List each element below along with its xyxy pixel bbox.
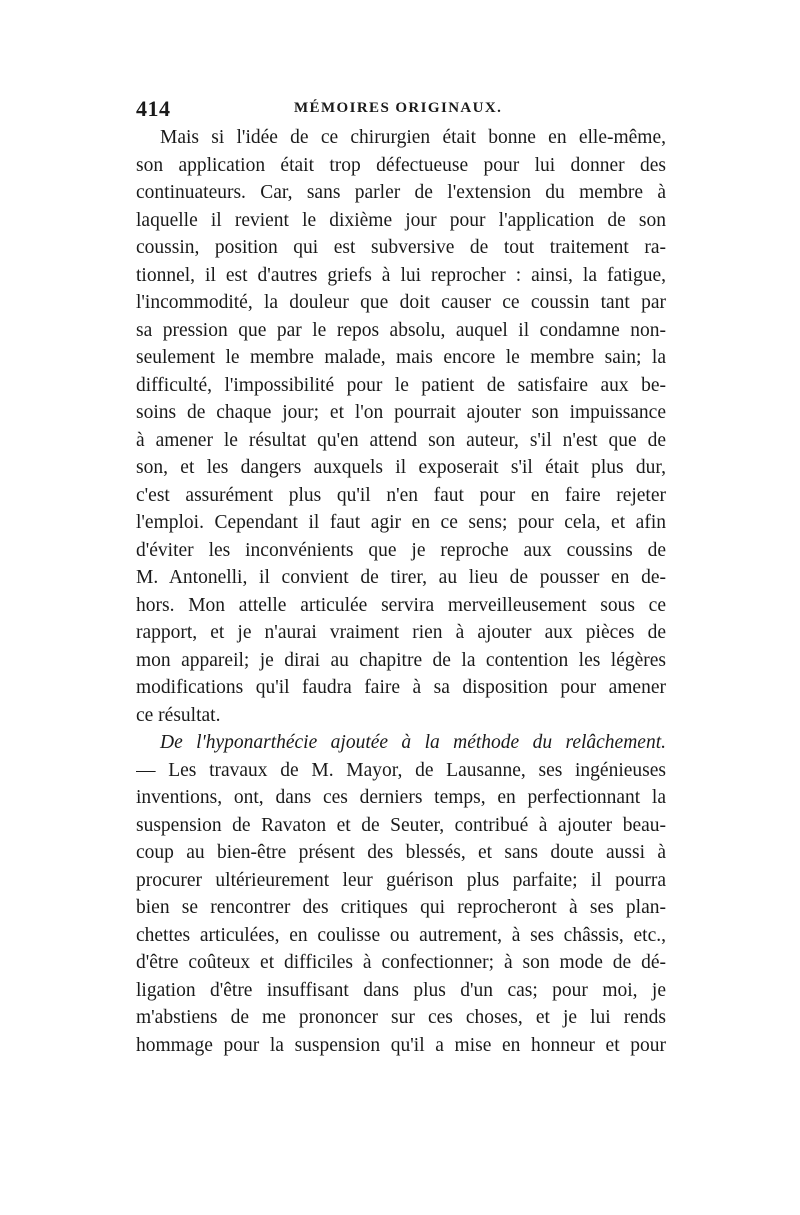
- body-text: [136, 124, 666, 1059]
- text-line: inventions, ont, dans ces derniers temps, en perfectionnant la: [136, 787, 666, 808]
- paragraph-1: [136, 124, 666, 729]
- text-line: M. Antonelli, il convient de tirer, au lieu de pousser en de-: [136, 567, 666, 588]
- text-line: l'emploi. Cependant il faut agir en ce sens; pour cela, et afin: [136, 512, 666, 533]
- text-line: tionnel, il est d'autres griefs à lui reprocher : ainsi, la fatigue,: [136, 264, 666, 286]
- text-line: soins de chaque jour; et l'on pourrait ajouter son impuissance: [136, 402, 666, 423]
- text-line: son application était trop défectueuse pour lui donner des: [136, 154, 666, 176]
- text-line: m'abstiens de me prononcer sur ces choses, et je lui rends: [136, 1007, 666, 1028]
- text-line: — Les travaux de M. Mayor, de Lausanne, ses ingénieuses: [136, 759, 666, 781]
- text-line: son, et les dangers auxquels il exposerait s'il était plus dur,: [136, 457, 666, 478]
- text-line: continuateurs. Car, sans parler de l'extension du membre à: [136, 182, 666, 203]
- text-line: coussin, position qui est subversive de tout traitement ra-: [136, 237, 666, 258]
- text-line: seulement le membre malade, mais encore le membre sain; la: [136, 347, 666, 368]
- text-line: coup au bien-être présent des blessés, et sans doute aussi à: [136, 842, 666, 863]
- text-line: hommage pour la suspension qu'il a mise en honneur et pour: [136, 1034, 666, 1056]
- text-line: procurer ultérieurement leur guérison plus parfaite; il pourra: [136, 869, 666, 891]
- running-title: MÉMOIRES ORIGINAUX.: [294, 100, 503, 116]
- page-header: [136, 96, 666, 124]
- text-line: d'éviter les inconvénients que je reproche aux coussins de: [136, 539, 666, 561]
- text-line: rapport, et je n'aurai vraiment rien à ajouter aux pièces de: [136, 622, 666, 643]
- page-number: 414: [136, 96, 171, 121]
- text-line: mon appareil; je dirai au chapitre de la contention les légères: [136, 649, 666, 671]
- text-line: l'incommodité, la douleur que doit causer ce coussin tant par: [136, 292, 666, 313]
- text-line: difficulté, l'impossibilité pour le patient de satisfaire aux be-: [136, 374, 666, 396]
- section-heading: De l'hyponarthécie ajoutée à la méthode du relâchement.: [160, 732, 666, 753]
- text-line: Mais si l'idée de ce chirurgien était bonne en elle-même,: [160, 127, 666, 148]
- text-line: ligation d'être insuffisant dans plus d'un cas; pour moi, je: [136, 979, 666, 1001]
- text-line: d'être coûteux et difficiles à confectionner; à son mode de dé-: [136, 952, 666, 973]
- text-line: c'est assurément plus qu'il n'en faut pour en faire rejeter: [136, 484, 666, 506]
- text-line: bien se rencontrer des critiques qui reprocheront à ses plan-: [136, 897, 666, 918]
- text-line: ce résultat.: [136, 704, 221, 726]
- text-line: sa pression que par le repos absolu, auquel il condamne non-: [136, 319, 666, 341]
- text-line: hors. Mon attelle articulée servira merveilleusement sous ce: [136, 594, 666, 616]
- text-line: laquelle il revient le dixième jour pour l'application de son: [136, 209, 666, 231]
- text-line: chettes articulées, en coulisse ou autrement, à ses châssis, etc.,: [136, 924, 666, 946]
- text-line: à amener le résultat qu'en attend son auteur, s'il n'est que de: [136, 429, 666, 451]
- text-line: modifications qu'il faudra faire à sa disposition pour amener: [136, 677, 666, 698]
- text-line: suspension de Ravaton et de Seuter, contribué à ajouter beau-: [136, 814, 666, 836]
- paragraph-2: [136, 757, 666, 1060]
